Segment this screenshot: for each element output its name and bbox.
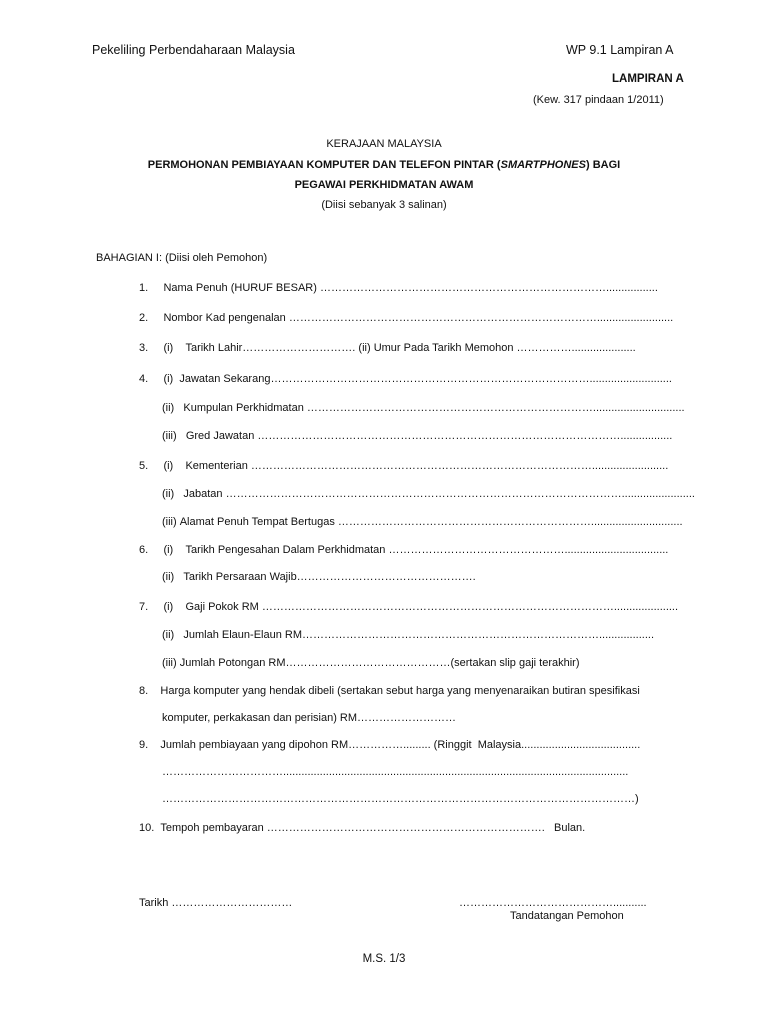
field-ringgit-line2: …………………………….................................................................................................................	[162, 766, 629, 778]
form-title-italic: SMARTPHONES	[500, 159, 586, 171]
annex-title: LAMPIRAN A	[612, 73, 684, 85]
field-harga-komputer-rm: komputer, perkakasan dan perisian) RM………………………	[162, 712, 457, 724]
field-nama-penuh: 1. Nama Penuh (HURUF BESAR) …………………………………………………………………….................	[139, 282, 658, 294]
field-harga-komputer: 8. Harga komputer yang hendak dibeli (sertakan sebut harga yang menyenaraikan butiran spesifikasi	[139, 685, 640, 697]
field-alamat-tempat-bertugas: (iii) Alamat Penuh Tempat Bertugas ……………………………………………………………..............................	[162, 516, 683, 528]
field-kumpulan-perkhidmatan: (ii) Kumpulan Perkhidmatan ……………………………………………………………………..............................	[162, 402, 685, 414]
running-header-right: WP 9.1 Lampiran A	[566, 43, 674, 57]
government-heading: KERAJAAN MALAYSIA	[326, 138, 442, 150]
field-jumlah-pembiayaan: 9. Jumlah pembiayaan yang dipohon RM……………......... (Ringgit Malaysia.......................................	[139, 739, 641, 751]
field-nombor-kad-pengenalan: 2. Nombor Kad pengenalan ………………………………………………………………………….........................	[139, 312, 674, 324]
field-jawatan-sekarang: 4. (i) Jawatan Sekarang……………………………………………………………………………...........................	[139, 373, 672, 385]
field-gred-jawatan: (iii) Gred Jawatan ……………………………………………………………………………………….................	[162, 430, 673, 442]
signature-line: ……………………………………...........	[459, 897, 647, 909]
field-tarikh-pengesahan: 6. (i) Tarikh Pengesahan Dalam Perkhidmatan …………………………………………..................................	[139, 544, 669, 556]
form-title-line1	[0, 159, 768, 171]
field-gaji-pokok: 7. (i) Gaji Pokok RM …………………………………………………………………………………….....................	[139, 601, 679, 613]
field-kementerian: 5. (i) Kementerian ………………………………………………………………………………….........................	[139, 460, 669, 472]
copies-note: (Diisi sebanyak 3 salinan)	[321, 199, 447, 211]
form-title-line2: PEGAWAI PERKHIDMATAN AWAM	[294, 179, 474, 191]
page-number: M.S. 1/3	[362, 953, 406, 965]
signature-label: Tandatangan Pemohon	[510, 910, 624, 922]
running-header-left: Pekeliling Perbendaharaan Malaysia	[92, 43, 295, 57]
field-ringgit-line3: …………………………………………………………………………………………………………………)	[162, 793, 639, 805]
section-heading: BAHAGIAN I: (Diisi oleh Pemohon)	[96, 252, 268, 264]
field-tarikh-lahir-umur: 3. (i) Tarikh Lahir…………………………. (ii) Umur Pada Tarikh Memohon …………….....................	[139, 342, 636, 354]
signature-date: Tarikh ……………………………	[139, 897, 293, 909]
form-title-part-c: ) BAGI	[585, 159, 621, 171]
form-title-part-a: PERMOHONAN PEMBIAYAAN KOMPUTER DAN TELEFON PINTAR (	[147, 159, 501, 171]
annex-reference: (Kew. 317 pindaan 1/2011)	[533, 94, 664, 106]
field-jabatan: (ii) Jabatan ………………………………………………………………………………………………........................	[162, 488, 695, 500]
field-tempoh-pembayaran: 10. Tempoh pembayaran …………………………………………………………………. Bulan.	[139, 822, 586, 834]
field-jumlah-elaun: (ii) Jumlah Elaun-Elaun RM………………………………………………………………………..................	[162, 629, 655, 641]
field-jumlah-potongan: (iii) Jumlah Potongan RM………………………………………(sertakan slip gaji terakhir)	[162, 657, 580, 669]
field-tarikh-persaraan: (ii) Tarikh Persaraan Wajib………………………………………….	[162, 571, 476, 583]
